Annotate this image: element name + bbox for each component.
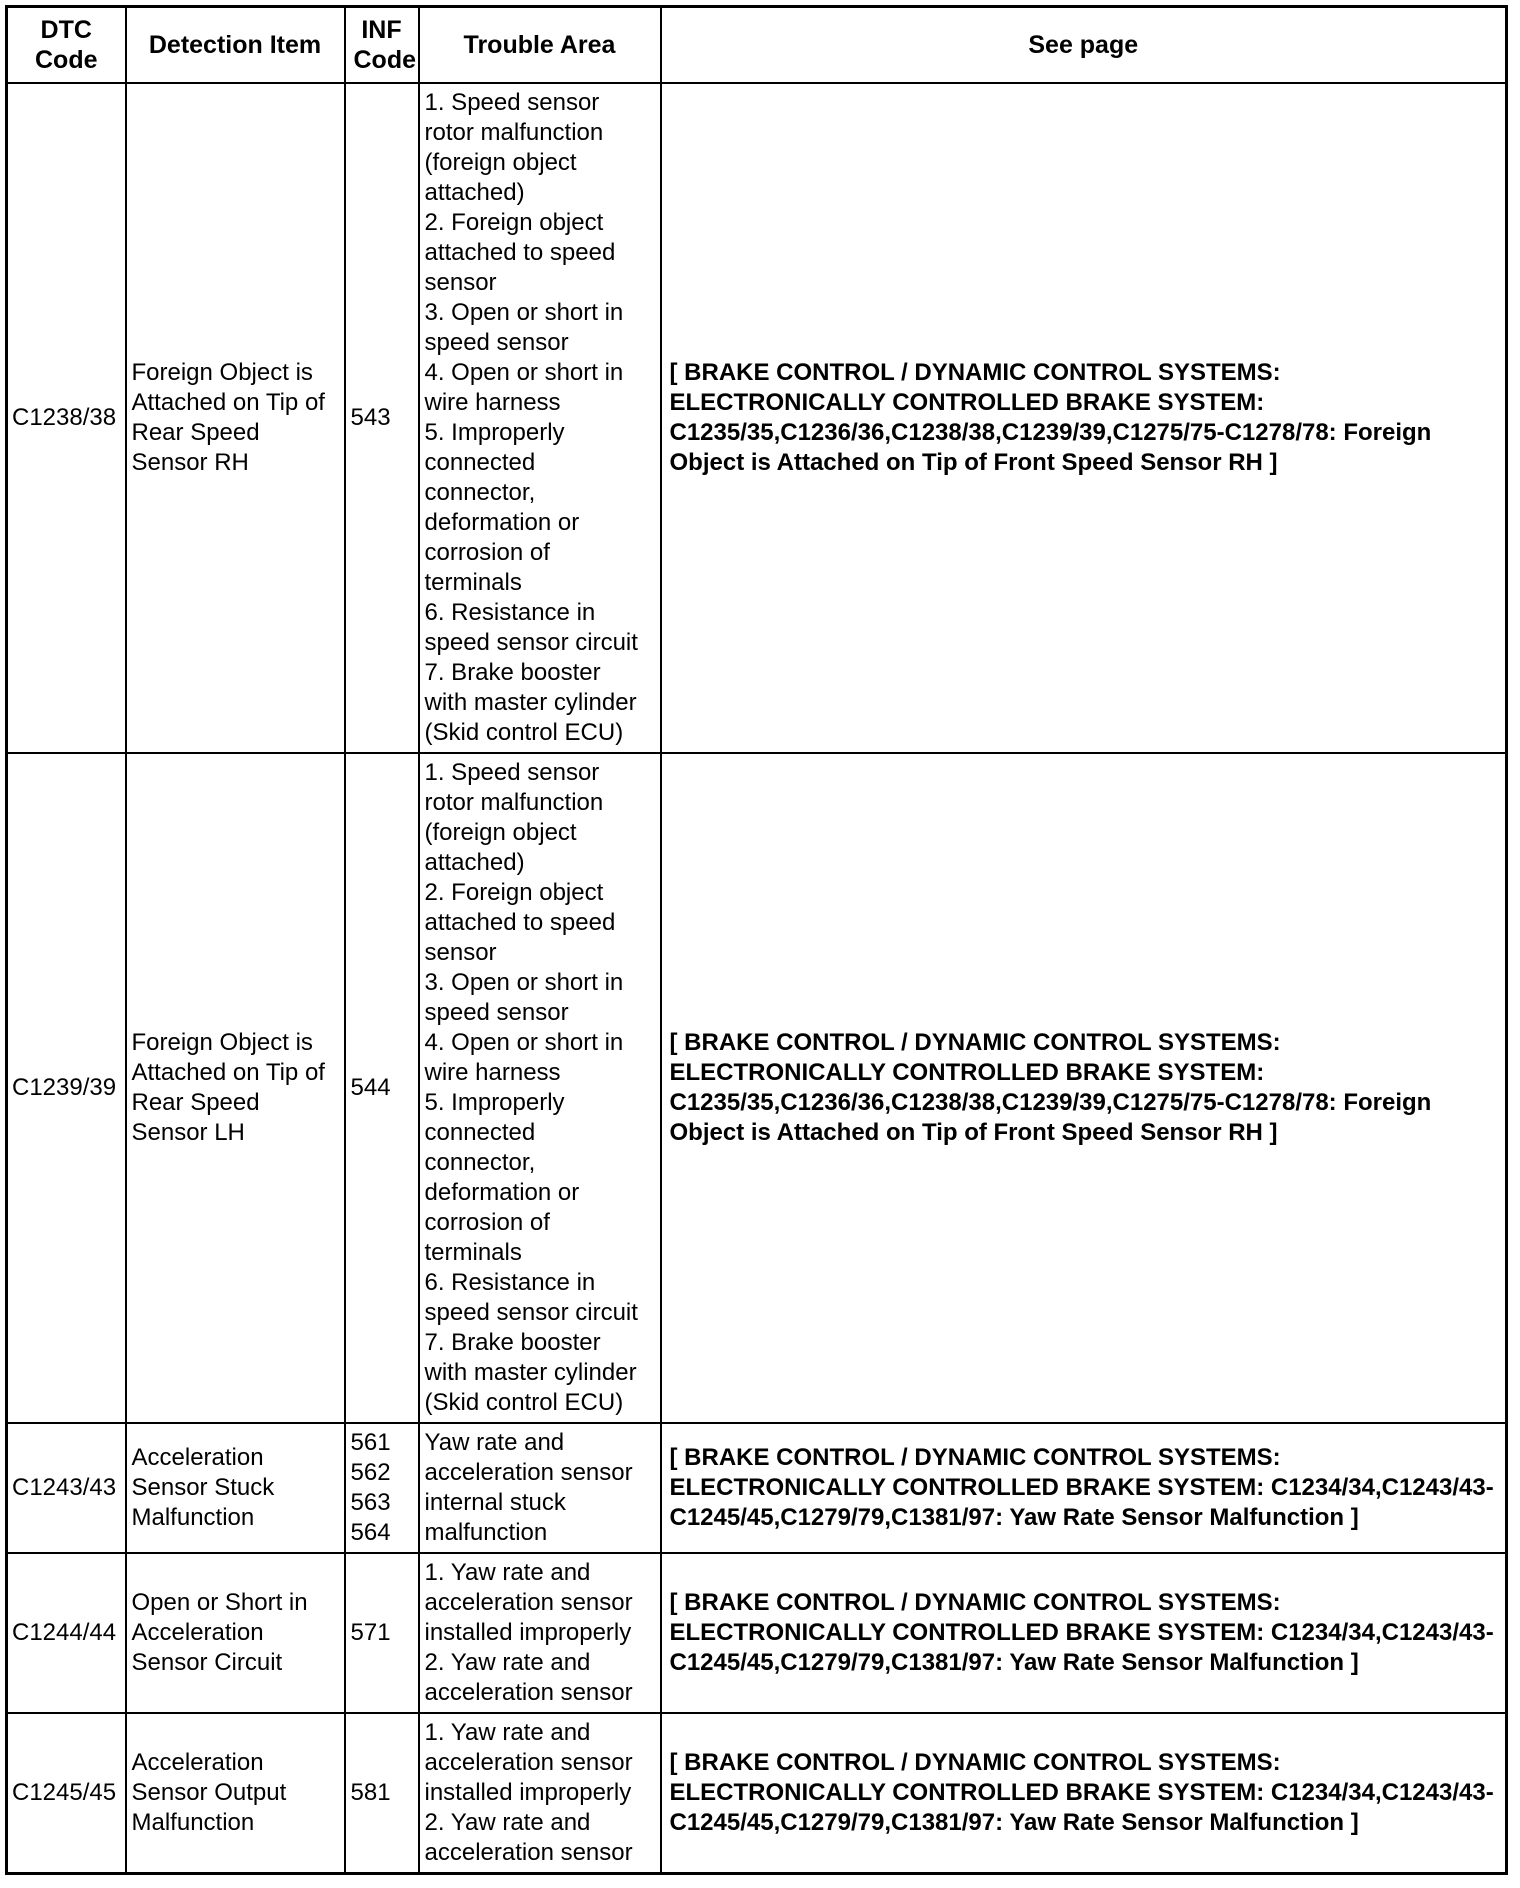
- trouble-area-cell: 1. Speed sensor rotor malfunction (foreign object attached) 2. Foreign object attached to speed sensor 3. Open or short in speed sensor 4. Open or short in wire harness 5. Improperly connected connector, deformation or corrosion of terminals 6. Resistance in speed sensor circuit 7. Brake booster with master cylinder (Skid control ECU): [419, 83, 661, 753]
- header-trouble-area: Trouble Area: [419, 7, 661, 84]
- table-row: [7, 1553, 1507, 1713]
- dtc-code-cell: C1244/44: [7, 1553, 126, 1713]
- dtc-code-cell: C1245/45: [7, 1713, 126, 1874]
- inf-code: 581: [350, 1779, 391, 1806]
- see-page-link[interactable]: [ BRAKE CONTROL / DYNAMIC CONTROL SYSTEMS: ELECTRONICALLY CONTROLLED BRAKE SYSTEM: C1234/34,C1243/43-C1245/45,C1279/79,C1381/97: Yaw Rate Sensor Malfunction ]: [661, 1553, 1507, 1713]
- see-page-link[interactable]: [ BRAKE CONTROL / DYNAMIC CONTROL SYSTEMS: ELECTRONICALLY CONTROLLED BRAKE SYSTEM: C1235/35,C1236/36,C1238/38,C1239/39,C1275/75-C1278/78: Foreign Object is Attached on Tip of Front Speed Sensor RH ]: [661, 83, 1507, 753]
- inf-code-cell: [345, 753, 419, 1423]
- detection-item-cell: Acceleration Sensor Output Malfunction: [126, 1713, 345, 1874]
- header-detection-item: Detection Item: [126, 7, 345, 84]
- trouble-area-cell: 1. Yaw rate and acceleration sensor installed improperly 2. Yaw rate and acceleration sensor: [419, 1713, 661, 1874]
- inf-code-cell: [345, 1713, 419, 1874]
- inf-code: 562: [350, 1459, 391, 1486]
- dtc-code-cell: C1239/39: [7, 753, 126, 1423]
- inf-code: 563: [350, 1489, 391, 1516]
- inf-code: 571: [350, 1619, 391, 1646]
- detection-item-cell: Acceleration Sensor Stuck Malfunction: [126, 1423, 345, 1553]
- inf-code-cell: [345, 1423, 419, 1553]
- dtc-table-page: [5, 5, 1505, 1875]
- table-row: [7, 1423, 1507, 1553]
- see-page-link[interactable]: [ BRAKE CONTROL / DYNAMIC CONTROL SYSTEMS: ELECTRONICALLY CONTROLLED BRAKE SYSTEM: C1234/34,C1243/43-C1245/45,C1279/79,C1381/97: Yaw Rate Sensor Malfunction ]: [661, 1713, 1507, 1874]
- detection-item-cell: Foreign Object is Attached on Tip of Rear Speed Sensor LH: [126, 753, 345, 1423]
- table-row: [7, 1713, 1507, 1874]
- inf-code-cell: [345, 83, 419, 753]
- see-page-link[interactable]: [ BRAKE CONTROL / DYNAMIC CONTROL SYSTEMS: ELECTRONICALLY CONTROLLED BRAKE SYSTEM: C1234/34,C1243/43-C1245/45,C1279/79,C1381/97: Yaw Rate Sensor Malfunction ]: [661, 1423, 1507, 1553]
- dtc-table: [5, 5, 1508, 1875]
- header-see-page: See page: [661, 7, 1507, 84]
- trouble-area-cell: 1. Speed sensor rotor malfunction (foreign object attached) 2. Foreign object attached to speed sensor 3. Open or short in speed sensor 4. Open or short in wire harness 5. Improperly connected connector, deformation or corrosion of terminals 6. Resistance in speed sensor circuit 7. Brake booster with master cylinder (Skid control ECU): [419, 753, 661, 1423]
- inf-code: 543: [350, 404, 391, 431]
- table-row: [7, 83, 1507, 753]
- header-inf-code: INF Code: [345, 7, 419, 84]
- trouble-area-cell: 1. Yaw rate and acceleration sensor installed improperly 2. Yaw rate and acceleration sensor: [419, 1553, 661, 1713]
- header-row: [7, 7, 1507, 84]
- inf-code: 561: [350, 1429, 391, 1456]
- trouble-area-cell: Yaw rate and acceleration sensor internal stuck malfunction: [419, 1423, 661, 1553]
- header-dtc-code: DTC Code: [7, 7, 126, 84]
- inf-code-cell: [345, 1553, 419, 1713]
- dtc-code-cell: C1243/43: [7, 1423, 126, 1553]
- detection-item-cell: Foreign Object is Attached on Tip of Rear Speed Sensor RH: [126, 83, 345, 753]
- detection-item-cell: Open or Short in Acceleration Sensor Circuit: [126, 1553, 345, 1713]
- inf-code: 564: [350, 1519, 391, 1546]
- table-row: [7, 753, 1507, 1423]
- see-page-link[interactable]: [ BRAKE CONTROL / DYNAMIC CONTROL SYSTEMS: ELECTRONICALLY CONTROLLED BRAKE SYSTEM: C1235/35,C1236/36,C1238/38,C1239/39,C1275/75-C1278/78: Foreign Object is Attached on Tip of Front Speed Sensor RH ]: [661, 753, 1507, 1423]
- dtc-code-cell: C1238/38: [7, 83, 126, 753]
- inf-code: 544: [350, 1074, 391, 1101]
